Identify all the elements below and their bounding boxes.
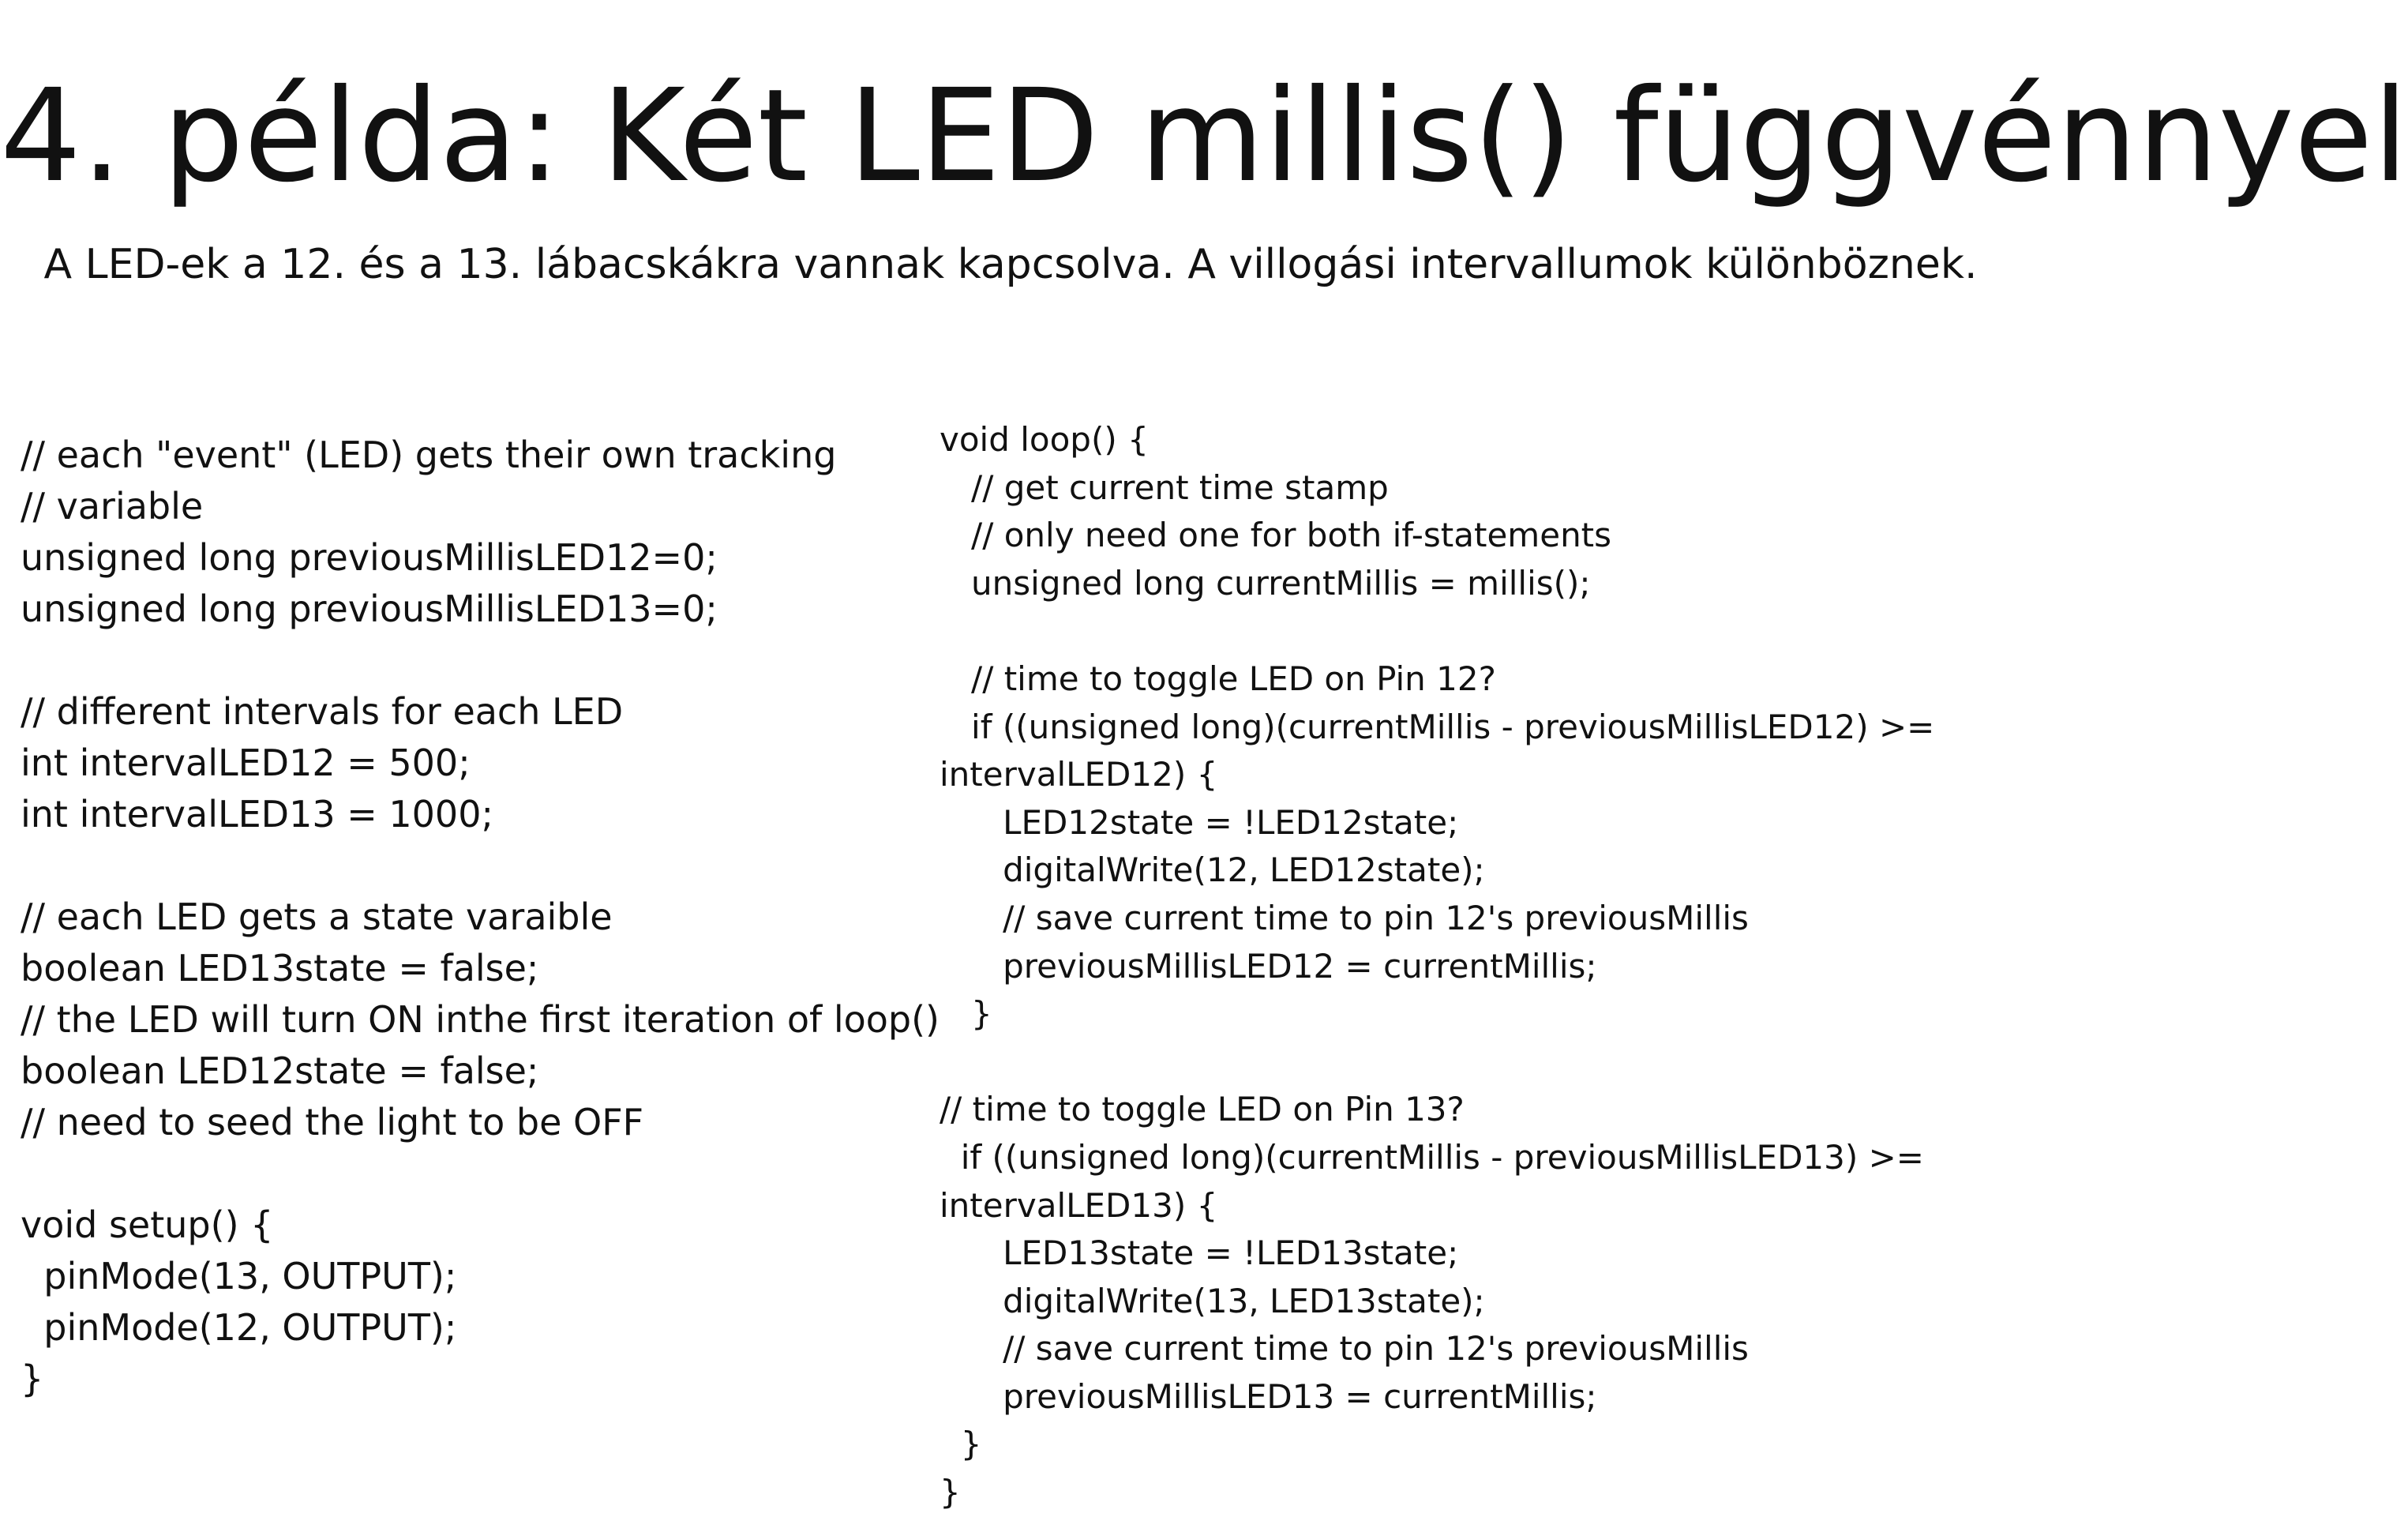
code-line: } [940, 1473, 961, 1512]
code-line [21, 840, 928, 892]
code-line: pinMode(12, OUTPUT); [21, 1306, 457, 1349]
code-line: pinMode(13, OUTPUT); [21, 1255, 457, 1297]
code-line: // the LED will turn ON inthe first iteration of loop() [21, 998, 940, 1041]
code-line: digitalWrite(13, LED13state); [940, 1281, 1485, 1320]
code-line: if ((unsigned long)(currentMillis - previousMillisLED13) >= [940, 1137, 1924, 1177]
code-line: // each LED gets a state varaible [21, 896, 613, 938]
code-line: LED12state = !LED12state; [940, 802, 1459, 842]
code-line: // time to toggle LED on Pin 12? [940, 659, 1496, 698]
code-line: int intervalLED13 = 1000; [21, 793, 493, 835]
code-line: void loop() { [940, 420, 1149, 459]
code-line: // different intervals for each LED [21, 690, 624, 733]
code-line: LED13state = !LED13state; [940, 1234, 1459, 1273]
code-line: unsigned long previousMillisLED12=0; [21, 536, 718, 579]
code-line: int intervalLED12 = 500; [21, 742, 471, 784]
code-line: // each "event" (LED) gets their own tracking [21, 434, 837, 476]
code-line: void setup() { [21, 1203, 274, 1246]
code-line: previousMillisLED12 = currentMillis; [940, 946, 1597, 986]
code-line: unsigned long currentMillis = millis(); [940, 563, 1591, 603]
code-line: // get current time stamp [940, 467, 1389, 507]
code-line: if ((unsigned long)(currentMillis - previousMillisLED12) >= [940, 707, 1935, 746]
code-block-left [21, 430, 940, 1405]
code-line: } [21, 1357, 44, 1400]
code-line: boolean LED13state = false; [21, 947, 539, 989]
code-line: // need to seed the light to be OFF [21, 1101, 644, 1143]
code-line: unsigned long previousMillisLED13=0; [21, 588, 718, 630]
code-line: previousMillisLED13 = currentMillis; [940, 1376, 1597, 1416]
code-line: } [940, 1425, 982, 1464]
code-line: // variable [21, 485, 204, 528]
code-line: intervalLED12) { [940, 755, 1218, 794]
slide-subtitle: A LED-ek a 12. és a 13. lábacskákra vannak kapcsolva. A villogási intervallumok különböznek. [43, 241, 1978, 288]
code-line [940, 1038, 2005, 1087]
code-line [21, 635, 928, 686]
code-line: boolean LED12state = false; [21, 1050, 539, 1092]
code-line [21, 1148, 928, 1200]
code-block-right [940, 416, 2005, 1517]
code-line: } [940, 994, 992, 1034]
slide-title: 4. példa: Két LED millis() függvénnyel [0, 62, 2408, 211]
code-line: // save current time to pin 12's previousMillis [940, 898, 1749, 937]
code-line [940, 607, 2005, 655]
code-line: // time to toggle LED on Pin 13? [940, 1090, 1465, 1129]
code-line: // only need one for both if-statements [940, 516, 1612, 555]
code-line: // save current time to pin 12's previousMillis [940, 1329, 1749, 1369]
code-line: digitalWrite(12, LED12state); [940, 850, 1485, 890]
code-line: intervalLED13) { [940, 1185, 1218, 1225]
